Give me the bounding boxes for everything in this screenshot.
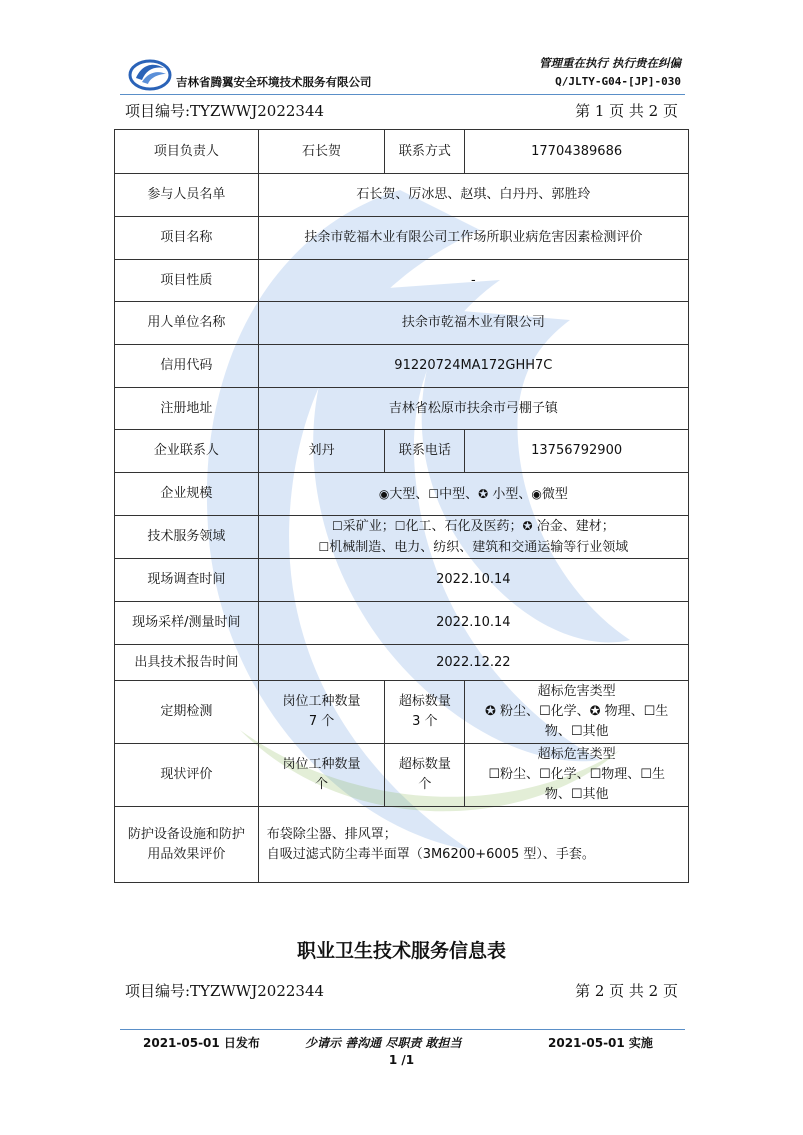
- domain-line: [263, 537, 684, 558]
- enterprise-scale-options: [258, 473, 688, 516]
- field-label: 信用代码: [115, 345, 259, 388]
- star-circle-icon: ✪: [522, 519, 533, 533]
- checkbox-icon: ☐: [428, 486, 440, 501]
- effective-date: 2021-05-01 实施: [548, 1036, 653, 1050]
- exceed-count-cell: [385, 681, 465, 744]
- cell-line: ✪ 粉尘、☐化学、✪ 物理、☐生: [484, 704, 669, 719]
- field-value: 2022.10.14: [258, 559, 688, 602]
- cell-line: 超标数量: [398, 694, 451, 709]
- field-value: 17704389686: [465, 130, 689, 174]
- cell-line: 超标危害类型: [537, 684, 616, 699]
- publish-date: 2021-05-01 日发布: [143, 1036, 260, 1050]
- field-label: 企业规模: [115, 473, 259, 516]
- field-label: [115, 807, 259, 883]
- table-row: [115, 217, 689, 260]
- field-label: 定期检测: [115, 681, 259, 744]
- field-value: 91220724MA172GHH7C: [258, 345, 688, 388]
- service-domain-options: [258, 516, 688, 559]
- cell-line: 个: [418, 777, 432, 792]
- page-number: 1 /1: [388, 1053, 415, 1067]
- field-label: 注册地址: [115, 388, 259, 430]
- page-indicator: 第 1 页 共 2 页: [575, 102, 678, 120]
- service-info-table: [114, 129, 689, 883]
- field-value: 扶余市乾福木业有限公司: [258, 302, 688, 345]
- table-row: [115, 388, 689, 430]
- field-label: 现状评价: [115, 744, 259, 807]
- cell-line: 物、☐其他: [544, 787, 609, 802]
- footer-rule: [120, 1029, 685, 1030]
- field-label: 参与人员名单: [115, 174, 259, 217]
- protection-evaluation-value: [258, 807, 688, 883]
- hazard-type-cell: [465, 744, 689, 807]
- table-row: [115, 681, 689, 744]
- project-number: 项目编号:TYZWWJ2022344: [125, 982, 325, 1000]
- field-label: 企业联系人: [115, 430, 259, 473]
- field-label: 项目负责人: [115, 130, 259, 174]
- cell-line: 超标危害类型: [537, 747, 616, 762]
- table-row: [115, 516, 689, 559]
- field-value: 扶余市乾福木业有限公司工作场所职业病危害因素检测评价: [258, 217, 688, 260]
- star-circle-icon: ✪: [478, 486, 489, 501]
- cell-line: 岗位工种数量: [282, 694, 361, 709]
- table-row: [115, 174, 689, 217]
- header-rule: [120, 94, 685, 95]
- field-label: 技术服务领域: [115, 516, 259, 559]
- field-value: 吉林省松原市扶余市弓棚子镇: [258, 388, 688, 430]
- cell-line: 7 个: [308, 714, 335, 729]
- field-label: 联系方式: [385, 130, 465, 174]
- option-label: 大型、: [389, 486, 429, 502]
- post-count-cell: [258, 681, 385, 744]
- field-label: 用人单位名称: [115, 302, 259, 345]
- checked-circle-icon: ◉: [378, 486, 390, 501]
- table-row: [115, 645, 689, 681]
- option-label: 小型、: [488, 486, 532, 502]
- checkbox-icon: ☐: [318, 540, 330, 554]
- field-label: 现场调查时间: [115, 559, 259, 602]
- cell-line: 用品效果评价: [147, 846, 226, 862]
- cell-line: 3 个: [412, 714, 438, 729]
- option-label: 机械制造、电力、纺织、建筑和交通运输等行业领域: [329, 540, 629, 555]
- field-label: 出具技术报告时间: [115, 645, 259, 681]
- cell-line: 超标数量: [398, 757, 451, 772]
- field-value: 刘丹: [258, 430, 385, 473]
- field-label: 现场采样/测量时间: [115, 602, 259, 645]
- table-row: [115, 744, 689, 807]
- section-title: 职业卫生技术服务信息表: [296, 940, 506, 962]
- company-logo-icon: [128, 56, 172, 92]
- table-row: [115, 602, 689, 645]
- table-row: [115, 473, 689, 516]
- page-indicator: 第 2 页 共 2 页: [575, 982, 678, 1000]
- cell-line: 岗位工种数量: [282, 757, 361, 772]
- cell-line: 物、☐其他: [544, 724, 609, 739]
- exceed-count-cell: [385, 744, 465, 807]
- option-label: 化工、石化及医药；: [405, 519, 523, 534]
- option-label: 冶金、建材；: [532, 519, 615, 534]
- checked-circle-icon: ◉: [531, 486, 542, 501]
- company-name: 吉林省腾翼安全环境技术服务有限公司: [176, 75, 372, 89]
- field-label: 项目性质: [115, 260, 259, 302]
- cell-line: ☐粉尘、☐化学、☐物理、☐生: [488, 767, 665, 782]
- option-label: 采矿业；: [342, 519, 395, 534]
- field-label: 项目名称: [115, 217, 259, 260]
- field-label: 联系电话: [385, 430, 465, 473]
- cell-line: 个: [315, 777, 329, 792]
- domain-line: [263, 516, 684, 537]
- field-value: 13756792900: [465, 430, 689, 473]
- document-code: Q/JLTY-G04-[JP]-030: [555, 75, 681, 88]
- header-slogan: 管理重在执行 执行贵在纠偏: [538, 56, 681, 70]
- table-row: [115, 807, 689, 883]
- cell-line: 布袋除尘器、排风罩；: [266, 826, 397, 842]
- table-row: [115, 430, 689, 473]
- option-label: 中型、: [439, 486, 479, 502]
- table-row: [115, 302, 689, 345]
- field-value: 石长贺: [258, 130, 385, 174]
- footer-motto: 少请示 善沟通 尽职责 敢担当: [305, 1036, 462, 1050]
- cell-line: 自吸过滤式防尘毒半面罩（3M6200+6005 型）、手套。: [266, 846, 595, 862]
- field-value: 2022.12.22: [258, 645, 688, 681]
- table-row: [115, 559, 689, 602]
- project-number: 项目编号:TYZWWJ2022344: [125, 102, 325, 120]
- table-row: [115, 345, 689, 388]
- hazard-type-cell: [465, 681, 689, 744]
- post-count-cell: [258, 744, 385, 807]
- field-value: 石长贺、厉冰思、赵琪、白丹丹、郭胜玲: [258, 174, 688, 217]
- table-row: [115, 260, 689, 302]
- option-label: 微型: [541, 486, 568, 502]
- table-row: [115, 130, 689, 174]
- checkbox-icon: ☐: [331, 519, 343, 533]
- field-value: -: [258, 260, 688, 302]
- checkbox-icon: ☐: [394, 519, 406, 533]
- field-value: 2022.10.14: [258, 602, 688, 645]
- cell-line: 防护设备设施和防护: [127, 826, 245, 842]
